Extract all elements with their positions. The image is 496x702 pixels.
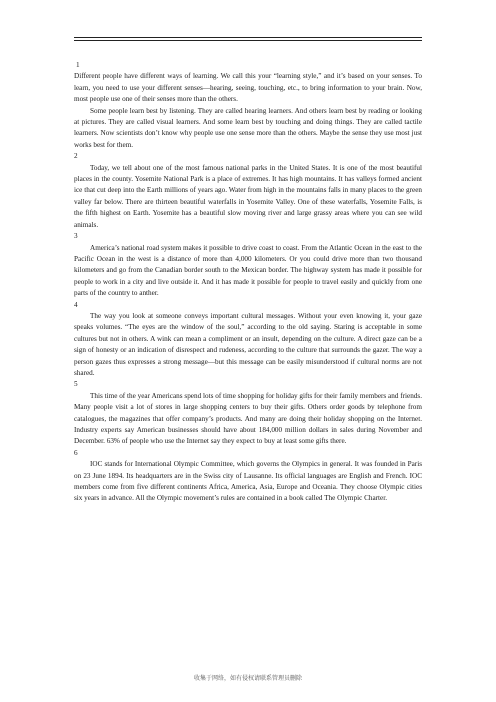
passage-6: [74, 448, 422, 505]
passage-paragraph: IOC stands for International Olympic Committee, which governs the Olympics in general. It was founded in Paris on 23 June 1894. Its headquarters are in the Swiss city of Lausanne. Its official languages are English and French. IOC members come from five different continents Africa, America, Asia, Europe and Oceania. They choose Olympic cities six years in advance. All the Olympic movement’s rules are contained in a book called The Olympic Charter.: [74, 460, 422, 503]
passage-3: [74, 231, 422, 299]
page-footer: 收集于网络，如有侵权请联系管理员删除: [193, 675, 302, 682]
passage-2: [74, 151, 422, 231]
passage-1: [74, 60, 422, 151]
passage-number: 1: [76, 61, 80, 69]
passage-paragraph: The way you look at someone conveys important cultural messages. Without your even knowing it, your gaze speaks volumes. “The eyes are the window of the soul,” according to the old saying. Staring is acceptable in some cultures but not in others. A wink can mean a compliment or an insult, depending on the culture. A direct gaze can be a sign of honesty or an indication of disrespect and rudeness, according to the culture that surrounds the gazer. The way a person gazes thus expresses a strong message—but this message can be easily misunderstood if cultural norms are not shared.: [74, 311, 422, 377]
passage-number: 6: [74, 448, 78, 457]
passages-content: [74, 60, 422, 505]
passage-paragraph: Today, we tell about one of the most famous national parks in the United States. It is one of the most beautiful places in the county. Yosemite National Park is a place of extremes. It has high mountains. It has valleys formed ancient ice that cut deep into the Earth millions of years ago. Water from high in the mountains falls in many places to the green valley far below. There are thirteen beautiful waterfalls in Yosemite Valley. One of these waterfalls, Yosemite Falls, is the fifth highest on Earth. Yosemite has a beautiful slow moving river and large grassy areas where you can see wild animals.: [74, 163, 422, 229]
passage-number: 4: [74, 300, 78, 309]
passage-paragraph: Some people learn best by listening. They are called hearing learners. And others learn best by reading or looking at pictures. They are called visual learners. And some learn best by touching and doing things. They are called tactile learners. Now scientists don’t know why people use one sense more than the others. Maybe the sense they use most just works best for them.: [74, 106, 422, 149]
passage-5: [74, 379, 422, 447]
passage-number: 2: [74, 152, 78, 161]
header-rule-top: [74, 37, 422, 38]
passage-paragraph: America’s national road system makes it possible to drive coast to coast. From the Atlantic Ocean in the east to the Pacific Ocean in the west is a distance of more than 4,000 kilometers. Or you could drive more than two thousand kilometers and go from the Canadian border south to the Mexican border. The highway system has made it possible for people to work in a city and live outside it. And it has made it possible for people to travel easily and quickly from one parts of the country to anther.: [74, 243, 422, 298]
passage-4: [74, 300, 422, 380]
header-rule-bottom: [74, 40, 422, 41]
passage-paragraph: Different people have different ways of learning. We call this your “learning style,” and it’s based on your senses. To learn, you need to use your different senses—hearing, seeing, touching, etc., to bring information to your brain. Now, most people use one of their senses more than the others.: [74, 72, 422, 104]
passage-number: 5: [74, 380, 78, 389]
passage-paragraph: This time of the year Americans spend lots of time shopping for holiday gifts for their family members and friends. Many people visit a lot of stores in large shopping centers to buy their gifts. Others order goods by telephone from catalogues, the magazines that offer company’s products. And many are doing their holiday shopping on the Internet. Industry experts say American businesses should have about 184,000 million dollars in sales during November and December. 63% of people who use the Internet say they expect to buy at least some gifts there.: [74, 391, 422, 446]
passage-number: 3: [74, 232, 78, 241]
